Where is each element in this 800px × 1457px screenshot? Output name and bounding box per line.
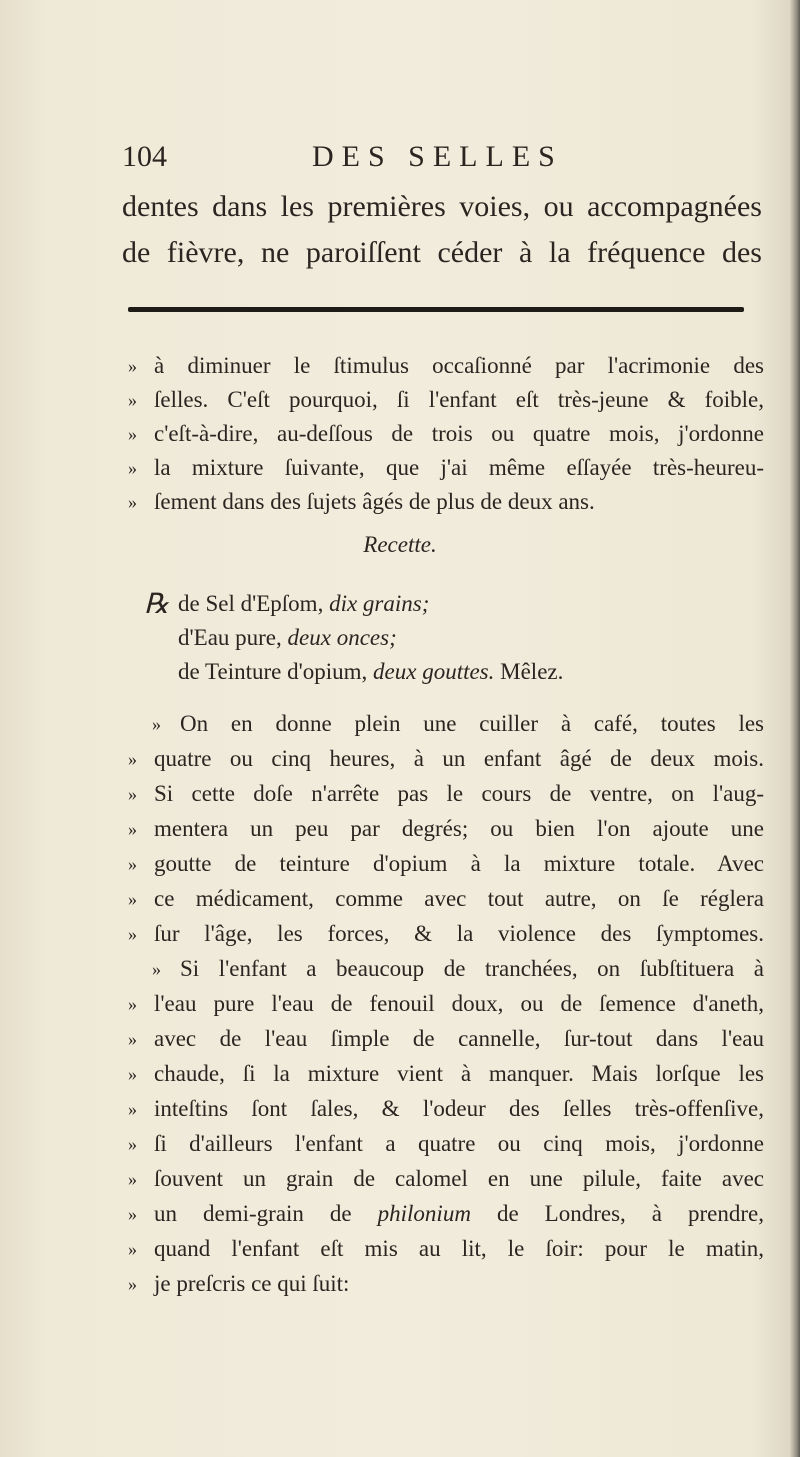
quote-mark: » (128, 819, 137, 839)
text-line: dentes dans les premières voies, ou accompagnées (122, 190, 762, 223)
quote-mark: » (128, 889, 137, 909)
line-text: quand l'enfant eſt mis au lit, le ſoir: pour le matin, (154, 1236, 764, 1261)
quoted-line (128, 384, 764, 416)
quote-mark: » (128, 994, 137, 1014)
quote-mark: » (128, 1134, 137, 1154)
page-header (122, 140, 762, 180)
quote-mark: » (128, 458, 137, 478)
quote-mark: » (152, 959, 161, 979)
quoted-line (128, 452, 764, 484)
quote-mark: » (128, 492, 137, 512)
line-text: ſi d'ailleurs l'enfant a quatre ou cinq mois, j'ordonne (154, 1131, 764, 1156)
quote-mark: » (128, 1099, 137, 1119)
quote-mark: » (128, 924, 137, 944)
quote-mark: » (128, 1204, 137, 1224)
quote-mark: » (128, 1029, 137, 1049)
quote-mark: » (128, 784, 137, 804)
line-text: chaude, ſi la mixture vient à manquer. Mais lorſque les (154, 1061, 764, 1086)
quote-mark: » (128, 1274, 137, 1294)
page-edge-shadow (790, 0, 800, 1457)
line-text: ſur l'âge, les forces, & la violence des ſymptomes. (154, 921, 764, 946)
recipe-item (178, 587, 698, 621)
quoted-line (128, 988, 764, 1020)
quoted-line (128, 1023, 764, 1055)
line-text: ſelles. C'eſt pourquoi, ſi l'enfant eſt très-jeune & foible, (154, 387, 764, 412)
quoted-line (128, 778, 764, 810)
line-text: Si cette doſe n'arrête pas le cours de ventre, on l'aug- (154, 781, 764, 806)
line-text: avec de l'eau ſimple de cannelle, ſur-tout dans l'eau (154, 1026, 764, 1051)
quoted-line (128, 1093, 764, 1125)
amount: deux gouttes. (373, 659, 495, 684)
line-text (154, 1198, 764, 1230)
quote-mark: » (128, 1239, 137, 1259)
line-text: quatre ou cinq heures, à un enfant âgé de deux mois. (154, 746, 764, 771)
rx-icon: ℞ (144, 589, 170, 620)
page-number: 104 (122, 140, 167, 173)
quote-mark: » (128, 1169, 137, 1189)
recipe-item (178, 655, 698, 689)
section-rule (128, 307, 744, 312)
quoted-line (128, 486, 764, 518)
quoted-line (128, 1128, 764, 1160)
line-text: la mixture ſuivante, que j'ai même eſſayée très-heureu- (154, 455, 764, 480)
line-text: ſement dans des ſujets âgés de plus de deux ans. (154, 489, 595, 514)
quoted-line (128, 1058, 764, 1090)
quoted-line (128, 350, 764, 382)
quoted-line (128, 1268, 764, 1300)
line-text: Si l'enfant a beaucoup de tranchées, on ſubſtituera à (180, 956, 764, 981)
line-text: l'eau pure l'eau de fenouil doux, ou de ſemence d'aneth, (154, 991, 764, 1016)
quote-mark: » (128, 390, 137, 410)
text-line: de fièvre, ne paroiſſent céder à la fréquence des (122, 236, 762, 269)
recipe-item (178, 621, 698, 655)
amount: deux onces; (287, 625, 397, 650)
quoted-line (128, 1233, 764, 1265)
quoted-line (128, 918, 764, 950)
line-text-part: un demi-grain de (154, 1201, 352, 1226)
quoted-line (128, 708, 764, 740)
amount: dix grains; (329, 591, 430, 616)
italic-term: philonium (377, 1201, 471, 1226)
quoted-line (128, 813, 764, 845)
ingredient: de Sel d'Epſom, (178, 591, 324, 616)
ingredient: d'Eau pure, (178, 625, 282, 650)
quote-mark: » (128, 424, 137, 444)
running-head: DES SELLES (312, 140, 563, 173)
quoted-line (128, 743, 764, 775)
line-text: à diminuer le ſtimulus occaſionné par l'acrimonie des (154, 353, 764, 378)
quote-mark: » (152, 714, 161, 734)
line-text: On en donne plein une cuiller à café, toutes les (180, 711, 764, 736)
quoted-line (128, 1198, 764, 1230)
line-text: mentera un peu par degrés; ou bien l'on ajoute une (154, 816, 764, 841)
quote-mark: » (128, 1064, 137, 1084)
quoted-line (128, 1163, 764, 1195)
recipe-title: Recette. (363, 532, 437, 557)
line-text: ſouvent un grain de calomel en une pilule, faite avec (154, 1166, 764, 1191)
line-text: inteſtins ſont ſales, & l'odeur des ſelles très-offenſive, (154, 1096, 764, 1121)
quoted-line (128, 418, 764, 450)
line-text-part: de Londres, à prendre, (496, 1201, 764, 1226)
line-text: goutte de teinture d'opium à la mixture totale. Avec (154, 851, 764, 876)
line-text: ce médicament, comme avec tout autre, on ſe réglera (154, 886, 764, 911)
line-text: je preſcris ce qui ſuit: (154, 1271, 350, 1296)
quoted-line (128, 883, 764, 915)
recipe-note: Mêlez. (500, 659, 564, 684)
quoted-line (128, 848, 764, 880)
quote-mark: » (128, 356, 137, 376)
quote-mark: » (128, 854, 137, 874)
line-text: c'eſt-à-dire, au-deſſous de trois ou quatre mois, j'ordonne (154, 421, 764, 446)
quoted-line (128, 953, 764, 985)
ingredient: de Teinture d'opium, (178, 659, 368, 684)
quote-mark: » (128, 749, 137, 769)
